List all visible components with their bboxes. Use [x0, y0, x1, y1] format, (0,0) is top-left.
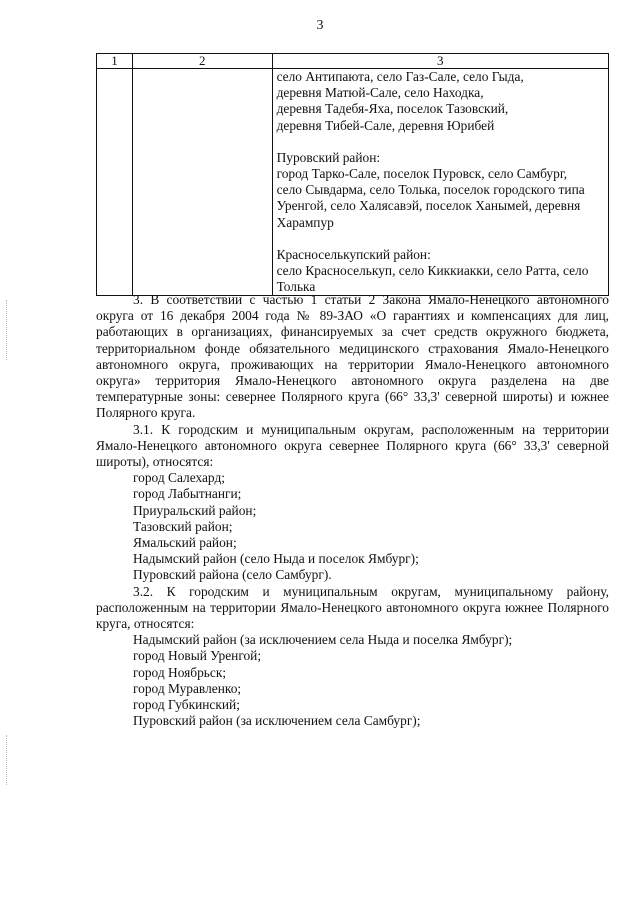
table-row [97, 69, 609, 296]
paragraph-3-2: 3.2. К городским и муниципальным округам, муниципальному району, расположенным на территории Ямало-Ненецкого автономного округа южнее Полярного круга, относятся: [96, 583, 609, 632]
text-line: село Сывдарма, село Толька, поселок городского типа Уренгой, село Халясавэй, поселок Ханымей, деревня Харампур [276, 182, 585, 230]
district-block [277, 150, 604, 231]
text-line: село Красноселькуп, село Киккиакки, село Ратта, село Толька [276, 263, 589, 295]
list-item: город Лабытнанги; [133, 486, 242, 502]
list-3-2 [96, 632, 609, 729]
list-item: Надымский район (за исключением села Ныда и поселка Ямбург); [133, 632, 513, 648]
district-heading: Красноселькупский район: [276, 246, 431, 262]
list-item: Приуральский район; [133, 502, 257, 518]
column-header: 2 [132, 54, 272, 69]
list-item: город Салехард; [133, 470, 225, 486]
table-cell-col3 [272, 69, 608, 296]
settlements-table [96, 53, 609, 296]
district-heading: Пуровский район: [276, 149, 381, 165]
list-item: Ямальский район; [133, 535, 237, 551]
scan-margin-marks [6, 300, 9, 360]
document-body [96, 292, 609, 729]
page-number: 3 [316, 18, 324, 33]
text-line: деревня Матюй-Сале, село Находка, [276, 85, 484, 101]
list-item: город Губкинский; [133, 697, 240, 713]
paragraph-3-1: 3.1. К городским и муниципальным округам, расположенным на территории Ямало-Ненецкого автономного округа севернее Полярного круга (66° 33,3' северной широты), относятся: [96, 421, 609, 470]
district-block [277, 69, 604, 134]
table-cell-col1 [97, 69, 133, 296]
list-item: город Новый Уренгой; [133, 648, 262, 664]
table-header-row [97, 54, 609, 69]
list-item: Пуровский район (за исключением села Самбург); [133, 713, 421, 729]
scan-margin-marks [6, 735, 9, 785]
column-header: 3 [272, 54, 608, 69]
district-block [277, 247, 604, 296]
list-item: город Ноябрьск; [133, 664, 227, 680]
text-line: село Антипаюта, село Газ-Сале, село Гыда, [276, 69, 524, 84]
list-item: Надымский район (село Ныда и поселок Ямбург); [133, 551, 419, 567]
list-3-1 [96, 470, 609, 583]
text-line: город Тарко-Сале, поселок Пуровск, село Самбург, [276, 166, 568, 182]
text-line: деревня Тибей-Сале, деревня Юрибей [276, 117, 495, 133]
table-cell-col2 [132, 69, 272, 296]
column-header: 1 [97, 54, 133, 69]
list-item: город Муравленко; [133, 680, 242, 696]
list-item: Пуровский района (село Самбург). [133, 567, 332, 583]
paragraph-3: 3. В соответствии с частью 1 статьи 2 Закона Ямало-Ненецкого автономного округа от 16 декабря 2004 года № 89-ЗАО «О гарантиях и компенсациях для лиц, работающих в организациях, финансируемых за счет средств окружного бюджета, территориальном фонде обязательного медицинского страхования Ямало-Ненецкого автономного округа, проживающих на территории Ямало-Ненецкого автономного округа» территория Ямало-Ненецкого автономного округа разделена на две температурные зоны: севернее Полярного круга (66° 33,3' северной широты) и южнее Полярного круга. [96, 292, 609, 421]
list-item: Тазовский район; [133, 518, 233, 534]
text-line: деревня Тадебя-Яха, поселок Тазовский, [276, 101, 509, 117]
